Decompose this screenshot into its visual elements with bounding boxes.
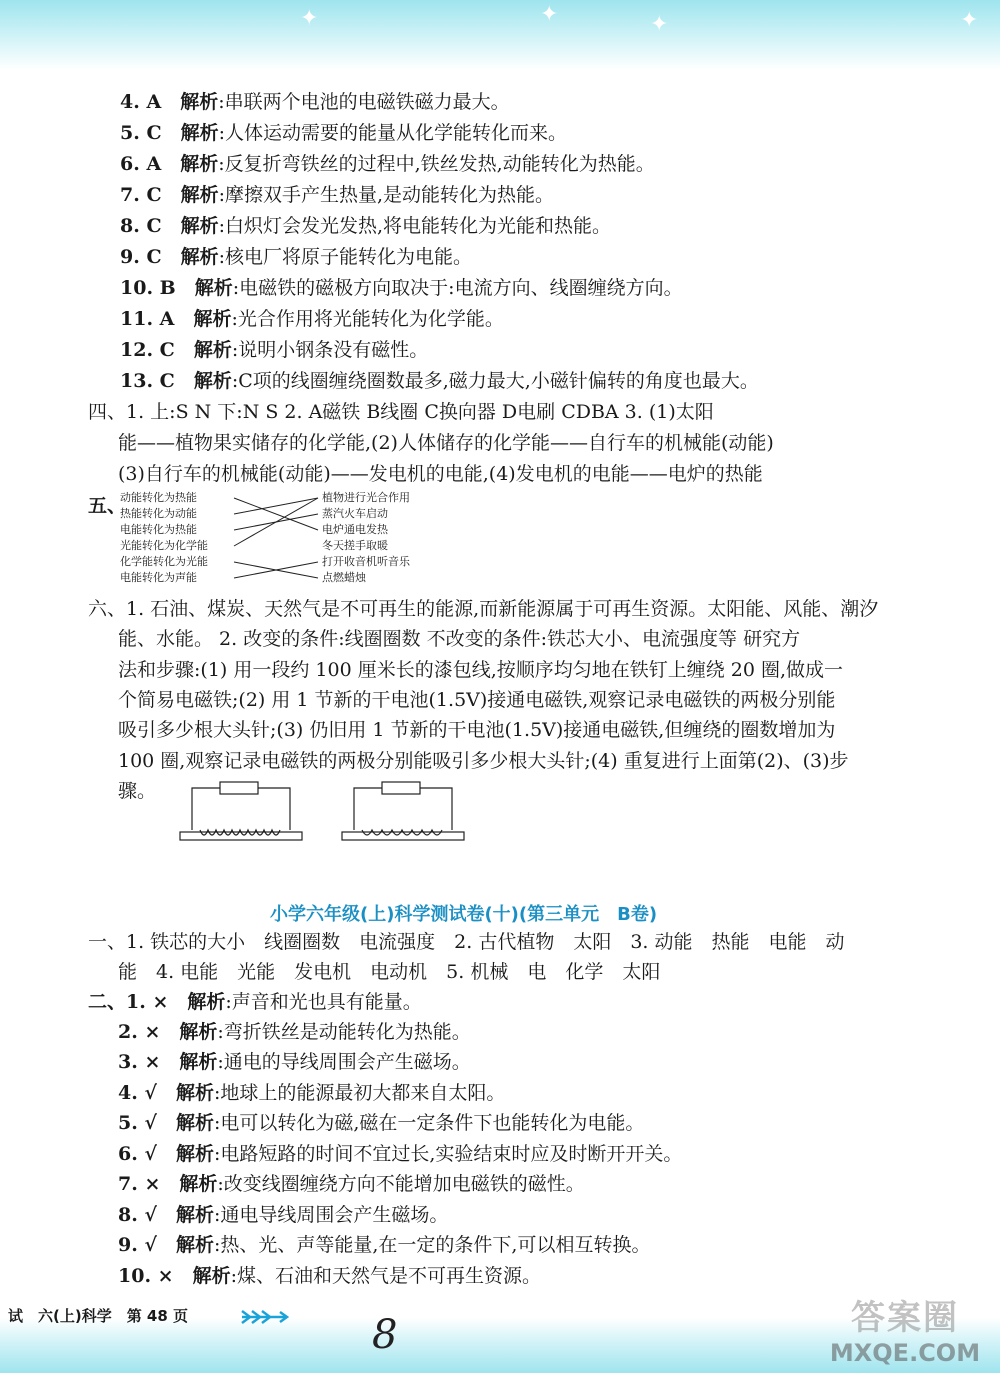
answer-line: 6. √ 解析:电路短路的时间不宜过长,实验结束时应及时断开开关。 <box>118 1143 683 1165</box>
section6-line: 六、1. 石油、煤炭、天然气是不可再生的能源,而新能源属于可再生资源。太阳能、风能、潮汐 <box>88 598 879 620</box>
match-right-item: 电炉通电发热 <box>322 523 388 536</box>
sparkle-icon: ✦ <box>300 6 319 31</box>
watermark-title: 答案圈 <box>851 1298 959 1338</box>
section6-line: 100 圈,观察记录电磁铁的两极分别能吸引多少根大头针;(4) 重复进行上面第(2)、(3)步 <box>118 750 849 772</box>
watermark-url: MXQE.COM <box>829 1339 981 1367</box>
match-left-item: 电能转化为热能 <box>120 523 197 536</box>
match-left-item: 动能转化为热能 <box>120 491 197 504</box>
answer-line: 8. C 解析:白炽灯会发光发热,将电能转化为光能和热能。 <box>120 215 612 237</box>
sparkle-icon: ✦ <box>960 8 979 33</box>
section6-line: 吸引多少根大头针;(3) 仍旧用 1 节新的干电池(1.5V)接通电磁铁,但缠绕的圈数增加为 <box>118 719 836 741</box>
match-right-item: 植物进行光合作用 <box>322 491 410 504</box>
answer-line: 7. × 解析:改变线圈缠绕方向不能增加电磁铁的磁性。 <box>118 1173 585 1195</box>
match-right-item: 蒸汽火车启动 <box>322 507 388 520</box>
match-left-column <box>120 490 208 586</box>
answer-line: 二、1. × 解析:声音和光也具有能量。 <box>88 991 422 1013</box>
answer-line: 9. C 解析:核电厂将原子能转化为电能。 <box>120 246 473 268</box>
match-left-item: 光能转化为化学能 <box>120 539 208 552</box>
section4-line: 能——植物果实储存的化学能,(2)人体储存的化学能——自行车的机械能(动能) <box>118 432 774 454</box>
sparkle-icon: ✦ <box>540 2 559 27</box>
section6-line: 法和步骤:(1) 用一段约 100 厘米长的漆包线,按顺序均匀地在铁钉上缠绕 20 圈,做成一 <box>118 659 844 681</box>
test-paper-heading: 小学六年级(上)科学测试卷(十)(第三单元 B卷) <box>270 904 658 925</box>
match-right-column <box>322 490 410 586</box>
match-left-item: 化学能转化为光能 <box>120 555 208 568</box>
section4-line: 四、1. 上:S N 下:N S 2. A磁铁 B线圈 C换向器 D电刷 CDBA 3. (1)太阳 <box>88 401 714 423</box>
footer-text: 试 六(上)科学 第 48 页 <box>8 1307 189 1325</box>
page-footer <box>8 1305 188 1326</box>
answer-line: 10. B 解析:电磁铁的磁极方向取决于:电流方向、线圈缠绕方向。 <box>120 277 683 299</box>
answer-line: 3. × 解析:通电的导线周围会产生磁场。 <box>118 1051 471 1073</box>
answer-line: 5. √ 解析:电可以转化为磁,磁在一定条件下也能转化为电能。 <box>118 1112 645 1134</box>
sparkle-icon: ✦ <box>650 12 669 37</box>
handwritten-mark: 8 <box>372 1312 398 1358</box>
answer-line: 11. A 解析:光合作用将光能转化为化学能。 <box>120 308 504 330</box>
match-right-item: 打开收音机听音乐 <box>322 555 410 568</box>
section6-line: 能、水能。 2. 改变的条件:线圈圈数 不改变的条件:铁芯大小、电流强度等 研究方 <box>118 628 801 650</box>
answer-line: 8. √ 解析:通电导线周围会产生磁场。 <box>118 1204 449 1226</box>
answer-line: 2. × 解析:弯折铁丝是动能转化为热能。 <box>118 1021 471 1043</box>
electromagnet-diagram-100-turns <box>340 776 468 846</box>
section4-line: (3)自行车的机械能(动能)——发电机的电能,(4)发电机的电能——电炉的热能 <box>118 463 763 485</box>
matching-lines <box>232 490 320 586</box>
match-left-item: 热能转化为动能 <box>120 507 197 520</box>
match-right-item: 冬天搓手取暖 <box>322 539 388 552</box>
partA-line: 能 4. 电能 光能 发电机 电动机 5. 机械 电 化学 太阳 <box>118 961 661 983</box>
answer-line: 13. C 解析:C项的线圈缠绕圈数最多,磁力最大,小磁针偏转的角度也最大。 <box>120 370 759 392</box>
answer-line: 7. C 解析:摩擦双手产生热量,是动能转化为热能。 <box>120 184 555 206</box>
electromagnet-diagram-20-turns <box>178 776 306 846</box>
arrow-icon <box>240 1308 290 1326</box>
answer-line: 6. A 解析:反复折弯铁丝的过程中,铁丝发热,动能转化为热能。 <box>120 153 655 175</box>
partA-line: 一、1. 铁芯的大小 线圈圈数 电流强度 2. 古代植物 太阳 3. 动能 热能 电能 动 <box>88 931 845 953</box>
answer-line: 10. × 解析:煤、石油和天然气是不可再生资源。 <box>118 1265 542 1287</box>
top-decorative-band <box>0 0 1000 70</box>
match-right-item: 点燃蜡烛 <box>322 571 366 584</box>
section5-label: 五、 <box>88 495 127 517</box>
section6-line: 骤。 <box>118 780 157 802</box>
answer-line: 4. √ 解析:地球上的能源最初大都来自太阳。 <box>118 1082 506 1104</box>
watermark-logo <box>820 1290 990 1370</box>
answer-line: 4. A 解析:串联两个电池的电磁铁磁力最大。 <box>120 91 510 113</box>
match-left-item: 电能转化为声能 <box>120 571 197 584</box>
answer-line: 5. C 解析:人体运动需要的能量从化学能转化而来。 <box>120 122 568 144</box>
section6-line: 个简易电磁铁;(2) 用 1 节新的干电池(1.5V)接通电磁铁,观察记录电磁铁的两极分别能 <box>118 689 836 711</box>
answer-line: 12. C 解析:说明小钢条没有磁性。 <box>120 339 429 361</box>
answer-line: 9. √ 解析:热、光、声等能量,在一定的条件下,可以相互转换。 <box>118 1234 651 1256</box>
